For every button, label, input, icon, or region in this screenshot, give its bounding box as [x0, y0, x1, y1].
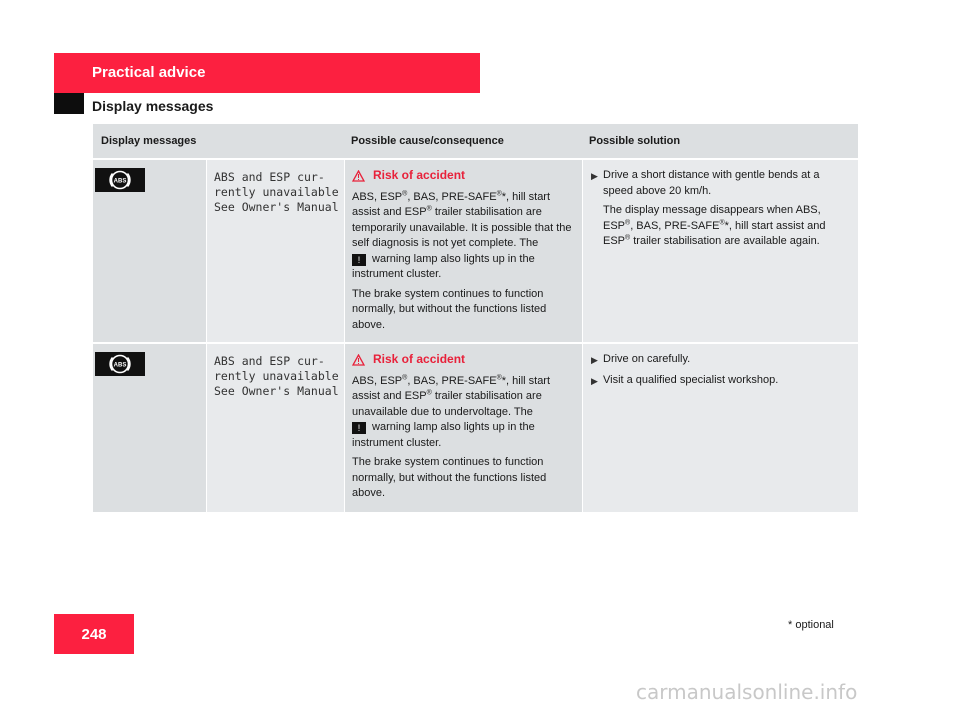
column-header: Display messages	[101, 135, 197, 147]
brake-warning-lamp-icon: !	[352, 254, 366, 266]
cause-cell	[345, 160, 583, 342]
icon-cell	[93, 344, 207, 512]
list-item: ▶ Visit a qualified specialist workshop.	[591, 373, 850, 390]
brake-warning-lamp-icon: !	[352, 422, 366, 434]
solution-text: The display message disappears when ABS, ESP®, BAS, PRE-SAFE®*, hill start assist and ESP® trailer stabilisation are available again.	[603, 204, 826, 247]
abs-icon	[95, 352, 145, 376]
icon-cell	[93, 160, 207, 342]
svg-text:ABS: ABS	[113, 362, 127, 369]
warning-heading: Risk of accident	[352, 168, 576, 184]
display-messages-table	[93, 124, 858, 512]
message-cell	[207, 344, 345, 512]
watermark: carmanualsonline.info	[636, 680, 858, 704]
arrow-icon: ▶	[591, 375, 598, 386]
warning-heading: Risk of accident	[352, 352, 576, 368]
warning-triangle-icon	[352, 354, 365, 366]
list-item: ▶ Drive on carefully.	[591, 352, 850, 369]
abs-icon	[95, 168, 145, 192]
header-marker	[54, 93, 84, 114]
page-number: 248	[54, 614, 134, 654]
arrow-icon: ▶	[591, 355, 598, 365]
column-header: Possible cause/consequence	[351, 135, 504, 147]
display-message: ABS and ESP cur- rently unavailable See Owner's Manual	[214, 170, 339, 214]
cause-text: The brake system continues to function normally, but without the functions listed above.	[352, 456, 547, 499]
table-header	[93, 124, 858, 158]
cause-cell	[345, 344, 583, 512]
table-row	[93, 158, 858, 342]
column-header: Possible solution	[589, 135, 681, 147]
cause-text: ABS, ESP®, BAS, PRE-SAFE®*, hill start assist and ESP® trailer stabilisation are temporarily unavailable. It is possible that the self diagnosis is not yet complete. The ! warning lamp also lights up in the instrument cluster.	[352, 189, 572, 280]
display-message: ABS and ESP cur- rently unavailable See Owner's Manual	[214, 354, 339, 398]
solution-cell	[583, 160, 858, 342]
footnote: * optional	[788, 619, 834, 631]
cause-text: The brake system continues to function normally, but without the functions listed above.	[352, 287, 547, 331]
table-row	[93, 342, 858, 512]
cause-text: ABS, ESP®, BAS, PRE-SAFE®*, hill start assist and ESP® trailer stabilisation are unavailable due to undervoltage. The ! warning lamp also lights up in the instrument cluster.	[352, 373, 551, 449]
section-header	[54, 53, 480, 93]
warning-triangle-icon	[352, 170, 365, 182]
subsection-title: Display messages	[92, 98, 214, 114]
message-cell	[207, 160, 345, 342]
svg-text:ABS: ABS	[113, 178, 127, 185]
arrow-icon: ▶	[591, 171, 598, 181]
list-item: ▶ Drive a short distance with gentle bends at a speed above 20 km/h.	[591, 168, 850, 199]
section-title: Practical advice	[92, 64, 206, 81]
solution-cell	[583, 344, 858, 512]
